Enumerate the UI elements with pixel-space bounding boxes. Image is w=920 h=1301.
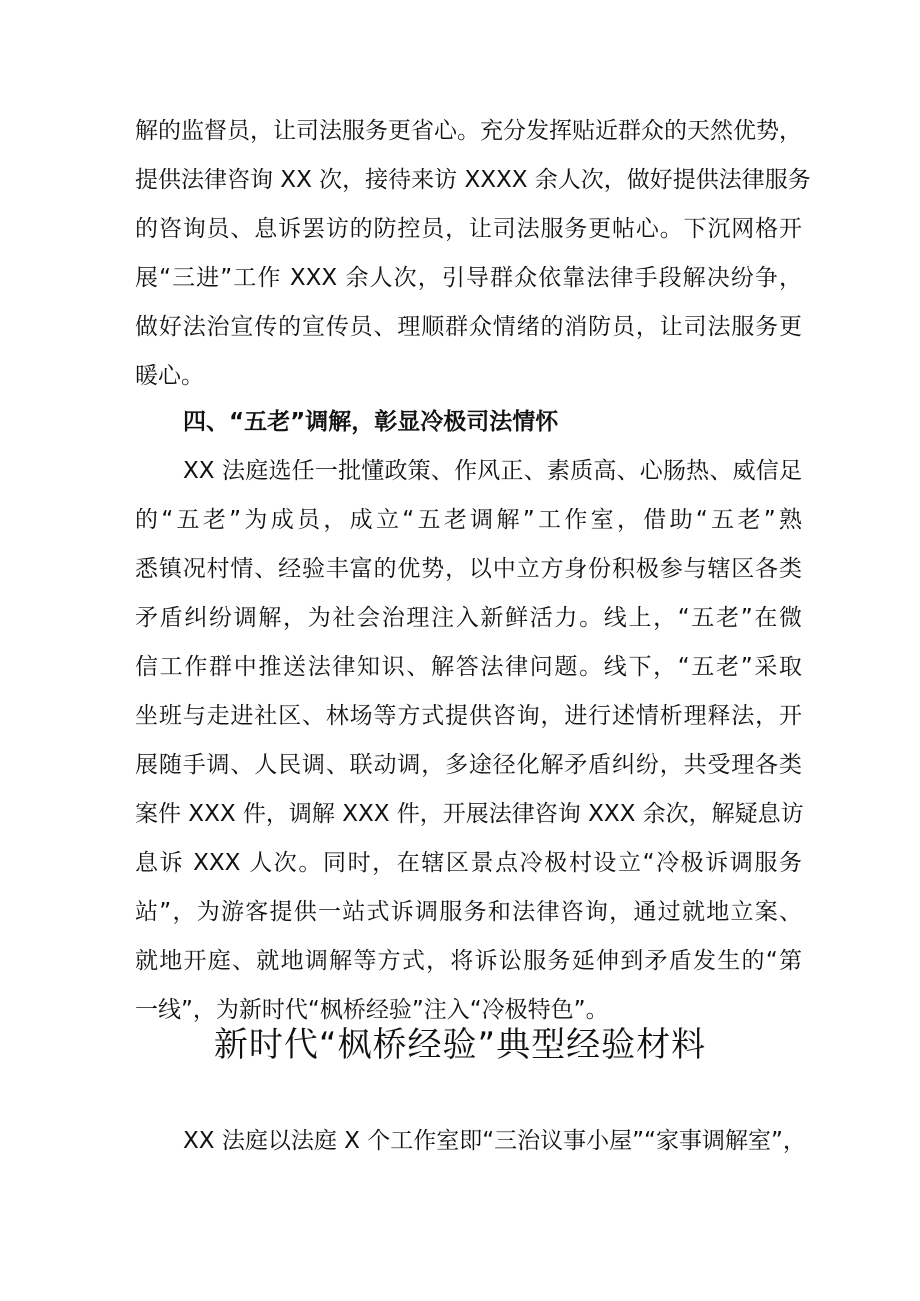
paragraph-line: 提供法律咨询 XX 次，接待来访 XXXX 余人次，做好提供法律服务: [135, 167, 811, 193]
document-title: 新时代“枫桥经验”典型经验材料: [213, 1025, 707, 1065]
paragraph-line: 坐班与走进社区、林场等方式提供咨询，进行述情析理释法，开: [135, 703, 802, 729]
paragraph-line: XX 法庭以法庭 X 个工作室即“三治议事小屋”“家事调解室”，: [183, 1128, 806, 1154]
paragraph-line: 暖心。: [135, 363, 204, 389]
paragraph-line: 站”，为游客提供一站式诉调服务和法律咨询，通过就地立案、: [135, 899, 802, 925]
paragraph-line: 信工作群中推送法律知识、解答法律问题。线下，“五老”采取: [135, 654, 802, 680]
section-heading: 四、“五老”调解，彰显冷极司法情怀: [183, 409, 559, 435]
paragraph-line: 的“五老”为成员，成立“五老调解”工作室，借助“五老”熟: [135, 507, 802, 533]
paragraph-line: 息诉 XXX 人次。同时，在辖区景点冷极村设立“冷极诉调服务: [135, 850, 802, 876]
paragraph-line: 悉镇况村情、经验丰富的优势，以中立方身份积极参与辖区各类: [135, 556, 802, 582]
paragraph-line: XX 法庭选任一批懂政策、作风正、素质高、心肠热、威信足: [183, 458, 802, 484]
paragraph-line: 展随手调、人民调、联动调，多途径化解矛盾纠纷，共受理各类: [135, 752, 802, 778]
paragraph-line: 案件 XXX 件，调解 XXX 件，开展法律咨询 XXX 余次，解疑息访: [135, 801, 804, 827]
paragraph-line: 就地开庭、就地调解等方式，将诉讼服务延伸到矛盾发生的“第: [135, 948, 802, 974]
paragraph-line: 的咨询员、息诉罢访的防控员，让司法服务更帖心。下沉网格开: [135, 216, 802, 242]
paragraph-line: 做好法治宣传的宣传员、理顺群众情绪的消防员，让司法服务更: [135, 314, 802, 340]
paragraph-line: 矛盾纠纷调解，为社会治理注入新鲜活力。线上，“五老”在微: [135, 605, 802, 631]
paragraph-line: 展“三进”工作 XXX 余人次，引导群众依靠法律手段解决纷争，: [135, 265, 802, 291]
paragraph-line: 一线”，为新时代“枫桥经验”注入“冷极特色”。: [135, 997, 609, 1023]
paragraph-line: 解的监督员，让司法服务更省心。充分发挥贴近群众的天然优势，: [135, 118, 802, 144]
